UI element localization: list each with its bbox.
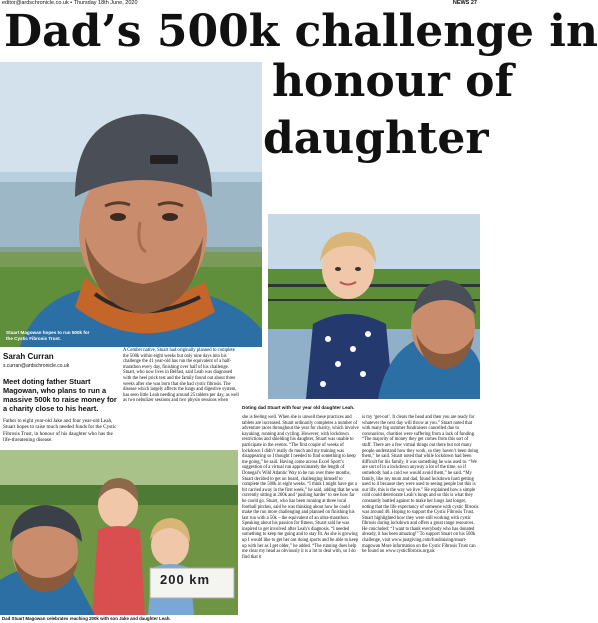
daughter-photo-image xyxy=(268,214,480,399)
masthead-page-label: NEWS 27 xyxy=(452,0,477,6)
main-photo-image xyxy=(0,62,262,347)
bottom-photo-image xyxy=(0,450,238,615)
sign-text: 200 km xyxy=(160,572,211,587)
main-photo-caption: Stuart Magowan hopes to run 500k for the Cystic Fibrosis Trust. xyxy=(6,330,90,341)
byline-email: s.curran@ardschronicle.co.uk xyxy=(3,363,70,369)
headline-line-2: honour of xyxy=(272,56,514,107)
article-column-3: she is feeling well. When she is unwell these practices and tablets are increased. Stuart ordinarily completes a number of adventure races throughout the year for charity, which involve kayaking, running and cycling. However, with lockdown restrictions and shielding his daughter, Stuart was unable to participate in the events. “The first couple of weeks of lockdown I didn’t really do much and my training was disappearing so I thought I needed to find something to keep me going,” he said. Having come across Excel Sport’s suggestion of a virtual run approximately the length of Donegal’s Wild Atlantic Way to be ran over three months, Stuart decided to get on board, challenging himself to complete the 500k in eight weeks. “I think I might have got a bit carried away in the first week,” he said, adding that he was currently sitting at 260k and ‘pushing harder’ to see how far he could go. Stuart, who has been running at three local football pitches, said he was thinking about how he could make the run more challenging and planned on finishing his last run with a 50k – the equivalent of an ultra-marathon. Speaking about his passion for fitness, Stuart said he was inspired to get involved after Leah’s diagnosis. “I needed something to keep me going and to stay fit. As she is growing up I would like to get her out doing sports and be able to keep up with her as I get older,” he added. “The running does help me clear my head as obviously it is a lot to deal with, so I do find that it xyxy=(242,415,359,560)
standfirst: Meet doting father Stuart Magowan, who plans to run a massive 500k to raise money for a charity close to his heart. xyxy=(3,377,117,413)
bottom-photo xyxy=(0,450,238,615)
bottom-photo-caption: Dad Stuart Magowan celebrates reaching 200k with son Jake and daughter Leah. xyxy=(2,616,171,621)
masthead-contact: editor@ardschronicle.co.uk • Thursday 18th June, 2020 xyxy=(2,0,138,6)
daughter-photo xyxy=(268,214,480,399)
headline-line-3: daughter xyxy=(263,113,489,164)
intro-paragraph: Father to eight year-old Jake and four year-old Leah, Stuart hopes to raise much needed funds for the Cystic Fibrosis Trust, in honour of his daughter who has the life-threatening disease. xyxy=(3,418,117,443)
article-column-4: is my ‘get-out’. It clears the head and then you are ready for whatever the next day will throw at you.” Stuart noted that with many big summer fundraisers cancelled due to coronavirus, charities were suffering from a lack of funding. “The majority of money they get comes from this sort of stuff. There are a few virtual things out there but not many people understand how they work, so they haven’t been doing them,” he said. Stuart noted that while lockdown had been difficult for his family, it was something he was used to. “We are sort of in a lockdown anyway a lot of the time, so if somebody had a cold we would avoid them,” he said. “My family, like my mum and dad, found lockdown hard getting used to it because they were used to seeing people but this is our life, this is the way we live.” He explained how a simple cold could deteriorate Leah’s lungs and so this is what they constantly battled against to make her lungs last longer, noting that the life expectancy of someone with cystic fibrosis was around 40. Hoping to support the Cystic Fibrosis Trust, Stuart highlighted how they were still working with cystic fibrosis during lockdown and offers a great range resources. He concluded: “I want to thank everybody who has donated already, it has been amazing!” To support Stuart on his 500k challenge, visit www.justgiving.com/fundraising/stuart-magowan More information on the Cystic Fibrosis Trust can be found on www.cysticfibrosis.org.uk xyxy=(362,415,479,555)
headline-line-1: Dad’s 500k challenge in xyxy=(4,6,598,57)
daughter-photo-caption: Doting dad Stuart with four year old daughter Leah. xyxy=(242,405,355,410)
article-column-2: A Cember native, Stuart had originally planned to complete the 500k within eight weeks but only nine days into his challenge the 41 year-old has run the equivalent of a half-marathon every day, finishing over half of his challenge. Stuart, who now lives in Belfast, said Leah was diagnosed with the heel prick test and the family found out about three weeks after she was born that she had cystic fibrosis. The disease which largely affects the lungs and digestive system, has seen little Leah needing around 25 tablets per day, as well as two nebulizer sessions and two physio sessions when xyxy=(123,348,239,404)
main-photo xyxy=(0,62,262,347)
byline-name: Sarah Curran xyxy=(3,352,54,361)
